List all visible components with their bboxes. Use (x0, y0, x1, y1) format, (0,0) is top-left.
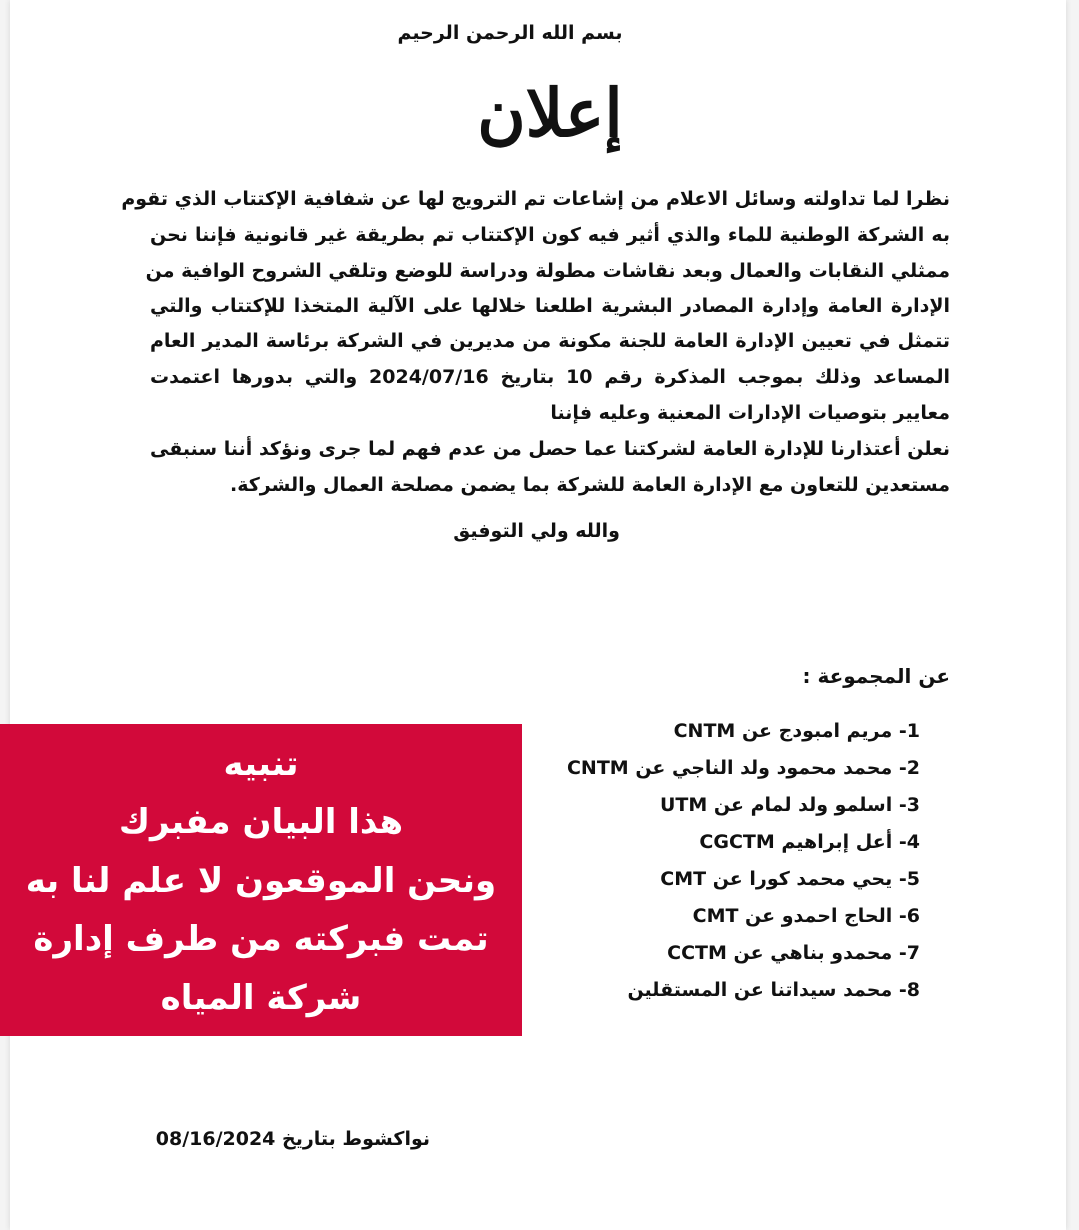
warning-line-4: شركة المياه (160, 978, 362, 1018)
closing-phrase: والله ولي التوفيق (453, 520, 620, 542)
member-2: 2- محمد محمود ولد الناجي عن CNTM (566, 757, 920, 779)
member-7: 7- محمدو بناهي عن CCTM (667, 942, 920, 964)
body-line-9: مستعدين للتعاون مع الإدارة العامة للشركة بما يضمن مصلحة العمال والشركة. (230, 474, 950, 496)
body-line-4: الإدارة العامة وإدارة المصادر البشرية اطلعنا خلالها على الآلية المتخذا للإكتتاب والتي (150, 295, 950, 317)
warning-box (0, 724, 522, 1036)
document-title: إعلان (477, 74, 623, 152)
body-line-2: به الشركة الوطنية للماء والذي أثير فيه كون الإكتتاب تم بطريقة غير قانونية فإننا نحن (150, 224, 950, 246)
date-line: نواكشوط بتاريخ 08/16/2024 (155, 1128, 430, 1150)
body-line-8: نعلن أعتذارنا للإدارة العامة لشركتنا عما حصل من عدم فهم لما جرى ونؤكد أننا سنبقى (150, 438, 950, 460)
body-line-5: تتمثل في تعيين الإدارة العامة للجنة مكونة من مديرين في الشركة برئاسة المدير العام (150, 330, 950, 352)
member-6: 6- الحاج احمدو عن CMT (692, 905, 920, 927)
group-label: عن المجموعة : (802, 664, 950, 688)
body-line-6: المساعد وذلك بموجب المذكرة رقم 10 بتاريخ 2024/07/16 والتي بدورها اعتمدت (150, 366, 951, 388)
body-line-3: ممثلي النقابات والعمال وبعد نقاشات مطولة ودراسة للوضع وتلقي الشروح الوافية من (145, 260, 950, 282)
body-line-7: معايير بتوصيات الإدارات المعنية وعليه فإننا (550, 402, 950, 424)
warning-line-2: ونحن الموقعون لا علم لنا به (25, 861, 497, 901)
member-3: 3- اسلمو ولد لمام عن UTM (659, 794, 920, 816)
warning-line-3: تمت فبركته من طرف إدارة (33, 919, 489, 959)
document-page (10, 0, 1066, 1230)
member-5: 5- يحي محمد كورا عن CMT (660, 868, 920, 890)
member-1: 1- مريم امبودج عن CNTM (673, 720, 920, 742)
body-line-1: نظرا لما تداولته وسائل الاعلام من إشاعات تم الترويج لها عن شفافية الإكتتاب الذي تقوم (121, 188, 950, 210)
warning-line-1: هذا البيان مفبرك (118, 802, 404, 842)
member-4: 4- أعل إبراهيم CGCTM (699, 831, 920, 853)
warning-heading: تنبيه (223, 744, 299, 784)
member-8: 8- محمد سيداتنا عن المستقلين (627, 979, 920, 1001)
basmala: بسم الله الرحمن الرحيم (397, 22, 623, 44)
